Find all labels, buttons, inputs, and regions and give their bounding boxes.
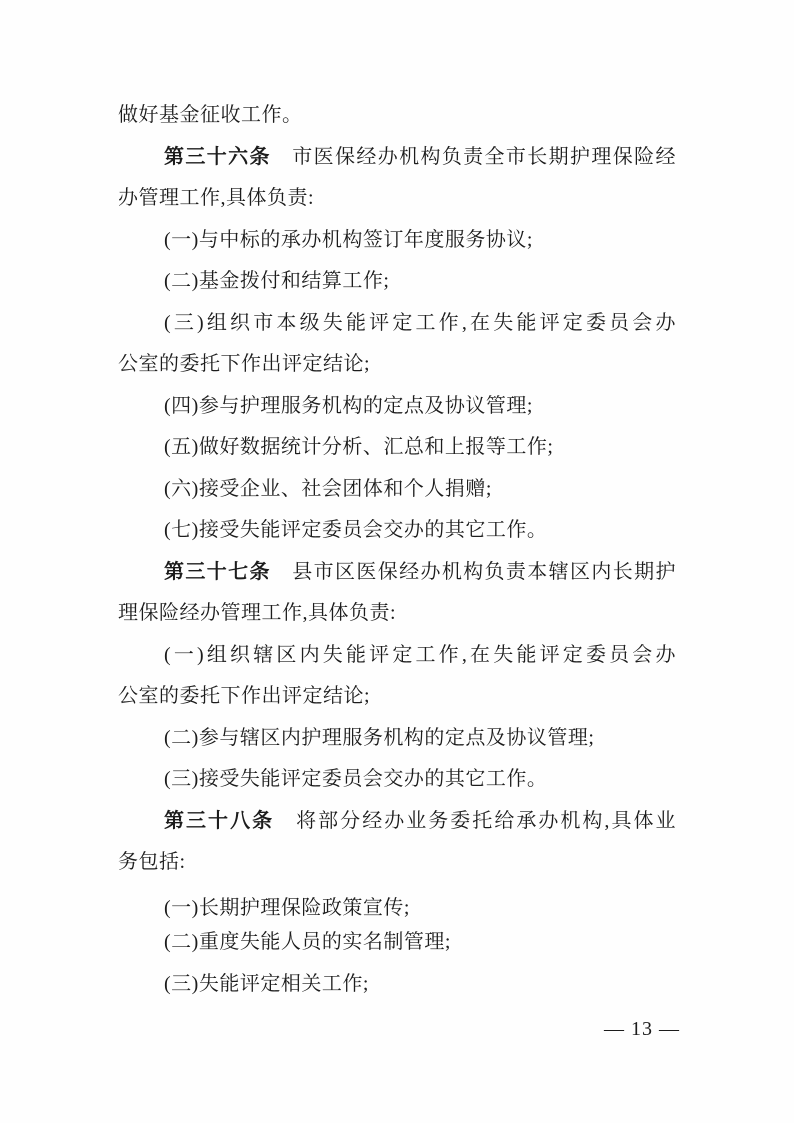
list-item-text: (七)接受失能评定委员会交办的其它工作。 bbox=[164, 519, 548, 541]
text-line bbox=[118, 842, 676, 884]
list-item-text: (三)接受失能评定委员会交办的其它工作。 bbox=[164, 768, 548, 790]
text-line bbox=[118, 801, 676, 843]
list-item-text: (三)组织市本级失能评定工作,在失能评定委员会办 bbox=[164, 311, 676, 334]
list-item-text: (一)长期护理保险政策宣传; bbox=[164, 896, 410, 919]
text-line bbox=[118, 344, 676, 386]
text-line bbox=[118, 261, 676, 303]
text-line bbox=[118, 220, 676, 262]
article-heading: 第三十七条 bbox=[164, 560, 271, 583]
text-line bbox=[118, 718, 676, 760]
list-item-text: (二)参与辖区内护理服务机构的定点及协议管理; bbox=[164, 726, 595, 749]
text-line bbox=[118, 635, 676, 677]
text-line bbox=[118, 510, 676, 552]
text-line bbox=[118, 427, 676, 469]
text-line bbox=[118, 922, 676, 964]
body-text: 市医保经办机构负责全市长期护理保险经 bbox=[270, 145, 676, 168]
body-text: 办管理工作,具体负责: bbox=[118, 187, 315, 209]
text-line bbox=[118, 676, 676, 718]
text-line bbox=[118, 964, 676, 1006]
article-heading: 第三十八条 bbox=[164, 809, 275, 832]
body-text: 做好基金征收工作。 bbox=[118, 104, 303, 126]
body-text: 公室的委托下作出评定结论; bbox=[118, 353, 371, 375]
body-text: 务包括: bbox=[118, 851, 186, 873]
body-text: 将部分经办业务委托给承办机构,具体业 bbox=[274, 809, 676, 832]
list-item-text: (三)失能评定相关工作; bbox=[164, 972, 369, 995]
body-text: 理保险经办管理工作,具体负责: bbox=[118, 602, 397, 624]
document-body bbox=[118, 95, 676, 1005]
page-number: — 13 — bbox=[604, 1018, 680, 1040]
text-line bbox=[118, 469, 676, 511]
text-line bbox=[118, 178, 676, 220]
article-heading: 第三十六条 bbox=[164, 145, 271, 168]
text-line bbox=[118, 137, 676, 179]
list-item-text: (五)做好数据统计分析、汇总和上报等工作; bbox=[164, 436, 554, 458]
text-line bbox=[118, 593, 676, 635]
body-text: 县市区医保经办机构负责本辖区内长期护 bbox=[270, 560, 676, 583]
list-item-text: (一)组织辖区内失能评定工作,在失能评定委员会办 bbox=[164, 643, 676, 666]
list-item-text: (六)接受企业、社会团体和个人捐赠; bbox=[164, 477, 492, 500]
text-line bbox=[118, 386, 676, 428]
list-item-text: (四)参与护理服务机构的定点及协议管理; bbox=[164, 394, 533, 417]
text-line bbox=[118, 303, 676, 345]
list-item-text: (二)基金拨付和结算工作; bbox=[164, 270, 390, 292]
text-line bbox=[118, 552, 676, 594]
list-item-text: (二)重度失能人员的实名制管理; bbox=[164, 931, 451, 953]
list-item-text: (一)与中标的承办机构签订年度服务协议; bbox=[164, 228, 533, 251]
text-line bbox=[118, 95, 676, 137]
body-text: 公室的委托下作出评定结论; bbox=[118, 685, 371, 707]
text-line bbox=[118, 759, 676, 801]
